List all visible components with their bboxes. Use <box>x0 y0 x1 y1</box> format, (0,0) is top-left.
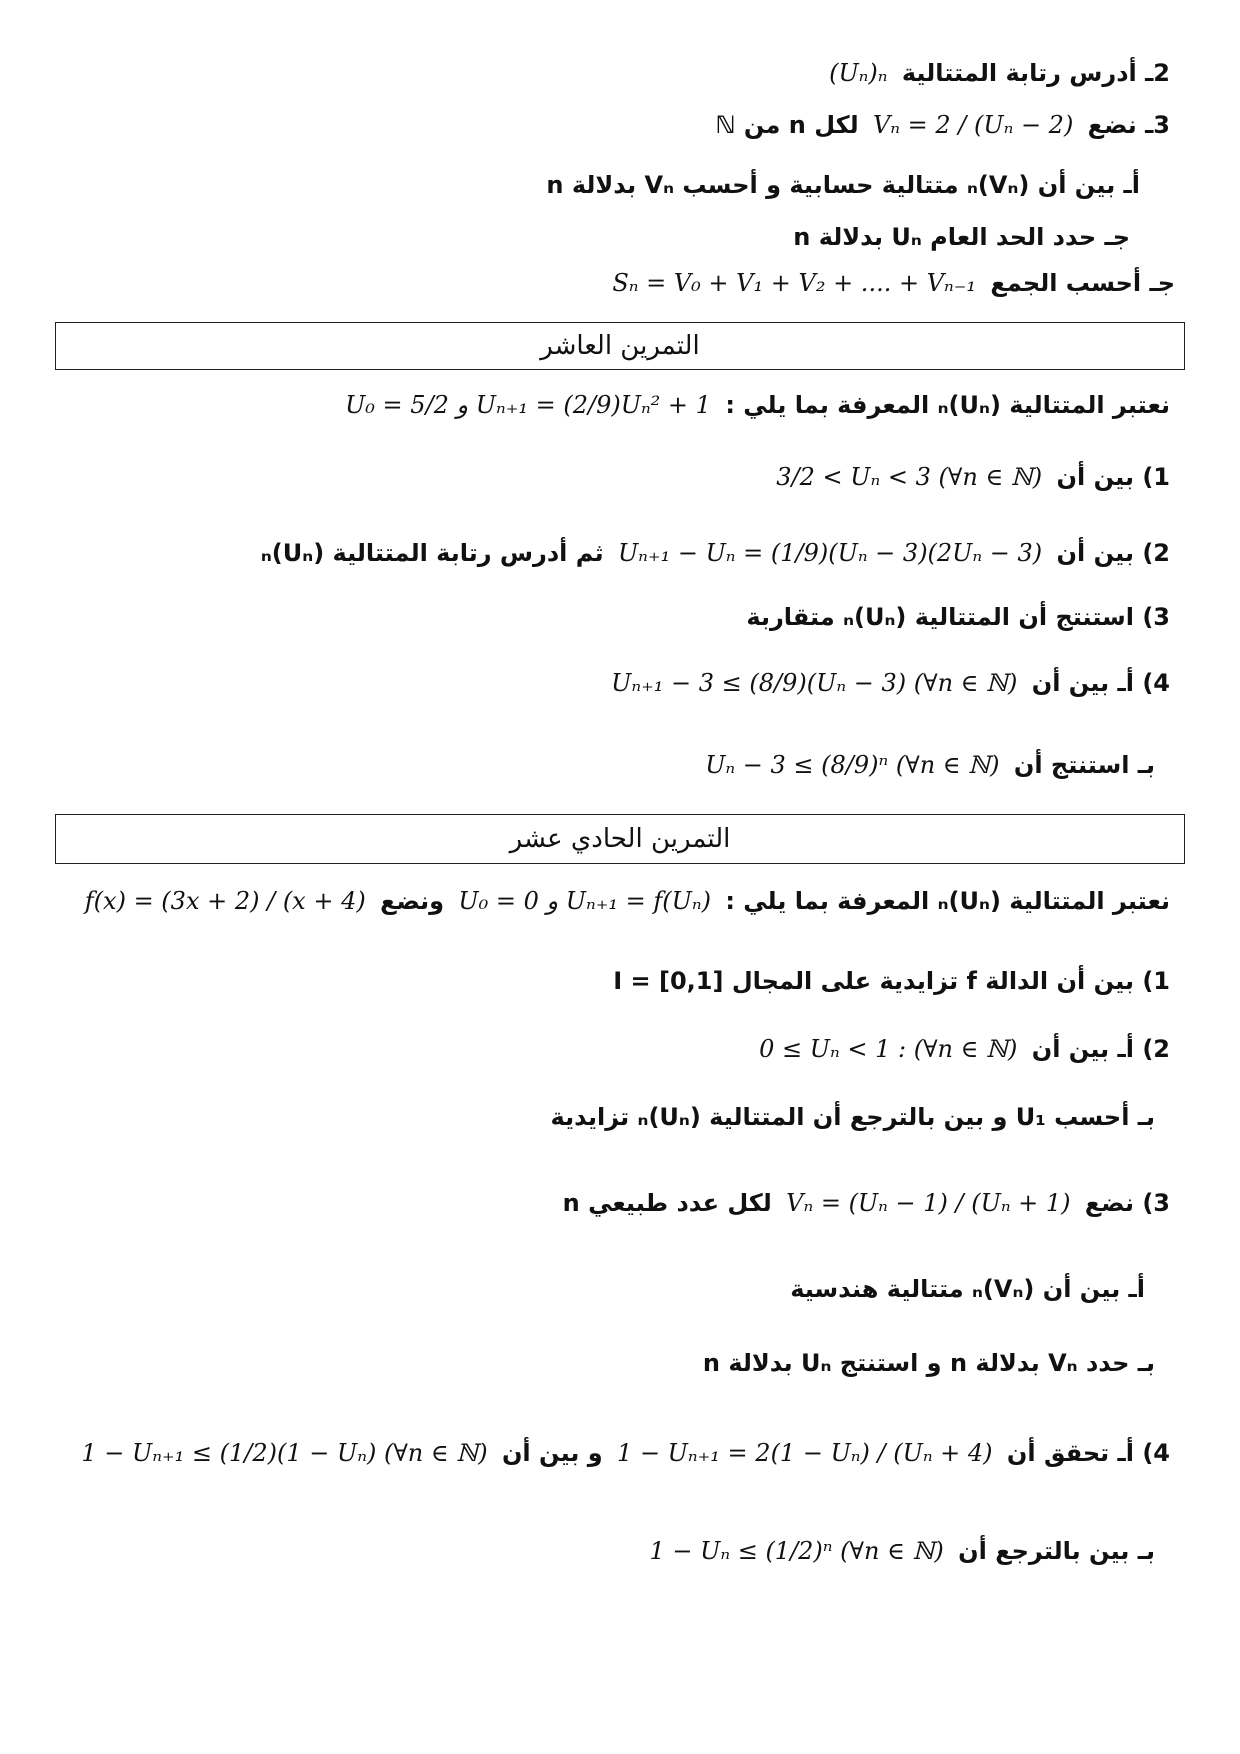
ex10-q3-text: 3) استنتج أن المتتالية (Uₙ)ₙ متقاربة <box>746 603 1170 631</box>
intro-line-2-math: (Uₙ)ₙ <box>829 59 888 87</box>
intro-line-2 <box>823 56 1170 90</box>
exercise-10-title-box <box>55 322 1185 370</box>
intro-line-2-text: 2ـ أدرس رتابة المتتالية <box>901 59 1170 87</box>
ex11-intro-math-2: f(x) = (3x + 2) / (x + 4) <box>84 887 366 915</box>
exercise-11-title-box <box>55 814 1185 864</box>
ex11-q2a <box>753 1032 1170 1066</box>
ex10-q4a-text: 4) أـ بين أن <box>1031 669 1170 697</box>
ex10-q4a-math: Uₙ₊₁ − 3 ≤ (8/9)(Uₙ − 3) (∀n ∈ ℕ) <box>611 669 1018 697</box>
ex10-q4a <box>605 666 1170 700</box>
ex10-q4b <box>699 748 1155 782</box>
ex10-q1-text: 1) بين أن <box>1056 463 1170 491</box>
ex11-q3-end: لكل عدد طبيعي n <box>562 1189 772 1217</box>
intro-line-j1 <box>793 220 1130 254</box>
ex10-q4b-math: Uₙ − 3 ≤ (8/9)ⁿ (∀n ∈ ℕ) <box>705 751 1000 779</box>
intro-line-a <box>546 168 1140 202</box>
ex10-intro-text: نعتبر المتتالية (Uₙ)ₙ المعرفة بما يلي : <box>725 391 1170 419</box>
ex11-intro-math: U₀ = 0 و Uₙ₊₁ = f(Uₙ) <box>458 887 711 915</box>
ex11-q3a <box>790 1272 1145 1306</box>
ex11-q4b-text: بـ بين بالترجع أن <box>958 1537 1155 1565</box>
ex11-q4a-mid: و بين أن <box>501 1439 603 1467</box>
intro-line-3-math: Vₙ = 2 / (Uₙ − 2) <box>872 111 1074 139</box>
intro-line-j2-math: Sₙ = V₀ + V₁ + V₂ + .... + Vₙ₋₁ <box>612 269 977 297</box>
ex10-q1 <box>770 460 1170 494</box>
intro-line-j2 <box>606 266 1175 300</box>
ex10-q2 <box>261 536 1170 570</box>
ex11-q3b <box>703 1346 1155 1380</box>
ex11-q2a-math: 0 ≤ Uₙ < 1 : (∀n ∈ ℕ) <box>759 1035 1018 1063</box>
ex11-intro-text: نعتبر المتتالية (Uₙ)ₙ المعرفة بما يلي : <box>725 887 1170 915</box>
intro-line-3 <box>715 108 1170 142</box>
exercise-11-title: التمرين الحادي عشر <box>509 824 731 854</box>
ex11-q4b-math: 1 − Uₙ ≤ (1/2)ⁿ (∀n ∈ ℕ) <box>649 1537 944 1565</box>
ex10-q4b-text: بـ استنتج أن <box>1013 751 1155 779</box>
ex11-q4a <box>75 1436 1170 1470</box>
ex11-q3a-text: أـ بين أن (Vₙ)ₙ متتالية هندسية <box>790 1275 1145 1303</box>
ex11-q3b-text: بـ حدد Vₙ بدلالة n و استنتج Uₙ بدلالة n <box>702 1349 1155 1377</box>
intro-line-j2-text: جـ أحسب الجمع <box>990 269 1175 297</box>
ex11-q4a-math: 1 − Uₙ₊₁ = 2(1 − Uₙ) / (Uₙ + 4) <box>617 1439 993 1467</box>
exercise-10-title: التمرين العاشر <box>540 331 700 361</box>
ex11-q3-text: 3) نضع <box>1084 1189 1170 1217</box>
ex11-q1-text: 1) بين أن الدالة f تزايدية على المجال I = [0,1] <box>613 967 1170 995</box>
ex11-q4a-text: 4) أـ تحقق أن <box>1006 1439 1170 1467</box>
ex11-q2b-text: بـ أحسب U₁ و بين بالترجع أن المتتالية (Uₙ)ₙ تزايدية <box>550 1103 1155 1131</box>
intro-line-a-text: أـ بين أن (Vₙ)ₙ متتالية حسابية و أحسب Vₙ بدلالة n <box>546 171 1140 199</box>
ex11-intro-end: ونضع <box>380 887 445 915</box>
ex11-q2a-text: 2) أـ بين أن <box>1031 1035 1170 1063</box>
intro-line-3-text: 3ـ نضع <box>1087 111 1170 139</box>
ex11-q1 <box>613 964 1170 998</box>
ex11-q3 <box>563 1186 1170 1220</box>
ex10-q1-math: 3/2 < Uₙ < 3 (∀n ∈ ℕ) <box>776 463 1043 491</box>
ex10-intro-math: U₀ = 5/2 و Uₙ₊₁ = (2/9)Uₙ² + 1 <box>345 391 711 419</box>
ex10-q2-math: Uₙ₊₁ − Uₙ = (1/9)(Uₙ − 3)(2Uₙ − 3) <box>617 539 1043 567</box>
intro-line-3-end: لكل n من ℕ <box>715 111 859 139</box>
ex11-intro <box>79 884 1170 918</box>
ex10-q2-text: 2) بين أن <box>1056 539 1170 567</box>
ex10-q3 <box>746 600 1170 634</box>
ex11-q4a-math-2: 1 − Uₙ₊₁ ≤ (1/2)(1 − Uₙ) (∀n ∈ ℕ) <box>81 1439 488 1467</box>
ex10-q2-end: ثم أدرس رتابة المتتالية (Uₙ)ₙ <box>260 539 604 567</box>
ex11-q4b <box>643 1534 1155 1568</box>
ex11-q3-math: Vₙ = (Uₙ − 1) / (Uₙ + 1) <box>786 1189 1071 1217</box>
ex10-intro <box>339 388 1170 422</box>
intro-line-j1-text: جـ حدد الحد العام Uₙ بدلالة n <box>793 223 1130 251</box>
ex11-q2b <box>551 1100 1155 1134</box>
